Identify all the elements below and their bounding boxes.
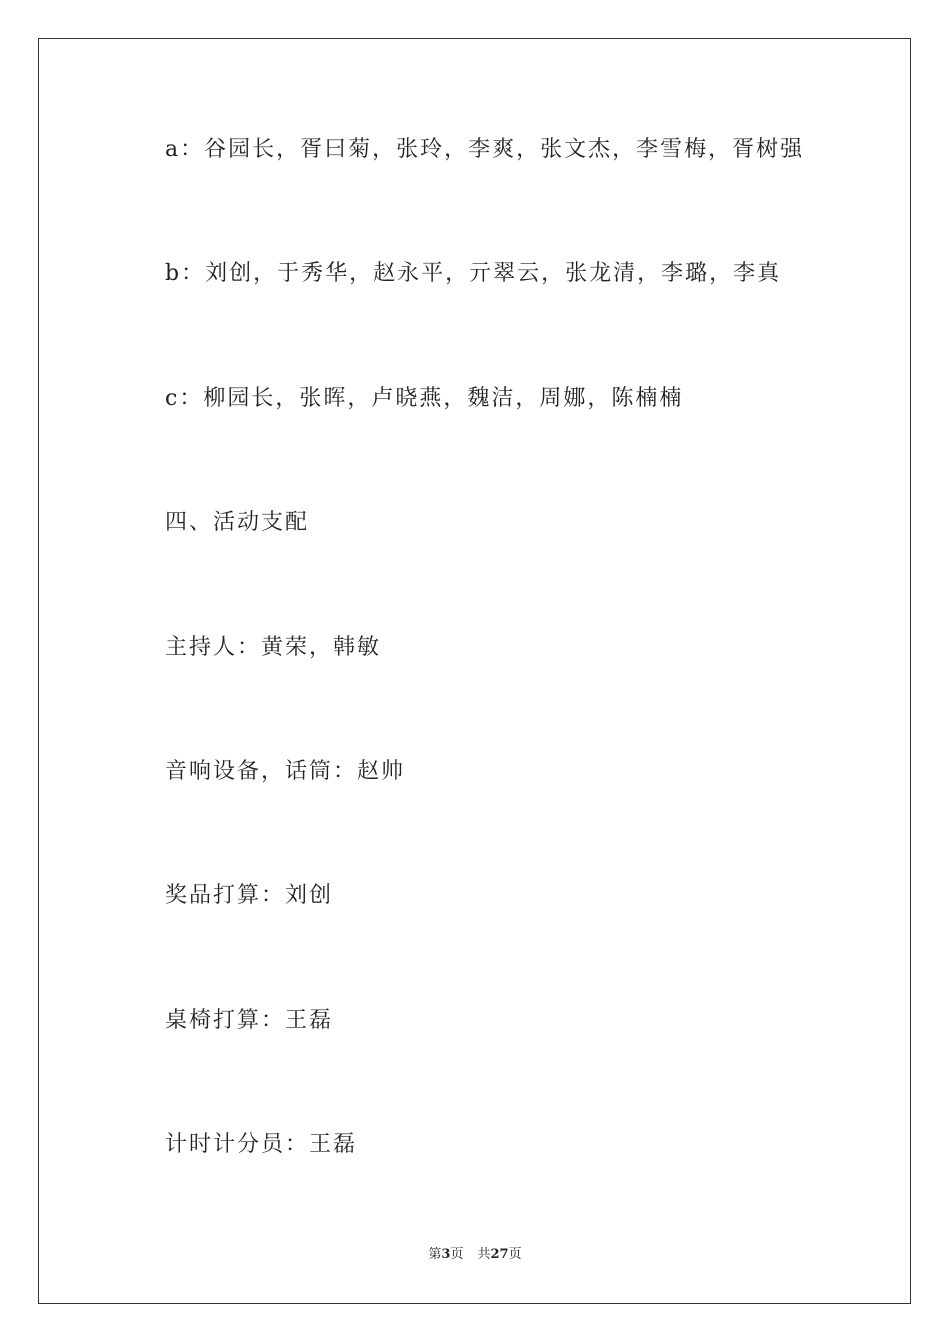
prize-line: 奖品打算：刘创 xyxy=(165,883,334,908)
group-a-members: a：谷园长，胥曰菊，张玲，李爽，张文杰，李雪梅，胥树强 xyxy=(165,137,805,162)
group-b-members: b：刘创，于秀华，赵永平，亓翠云，张龙清，李璐，李真 xyxy=(165,261,782,286)
page-number: 3 xyxy=(441,1247,451,1262)
page-border xyxy=(38,38,911,1304)
furniture-line: 桌椅打算：王磊 xyxy=(165,1008,334,1033)
page-prefix: 第 xyxy=(428,1247,442,1262)
page-footer xyxy=(0,1246,950,1264)
total-prefix: 共 xyxy=(477,1247,491,1262)
total-pages: 27 xyxy=(490,1247,509,1262)
total-suffix: 页 xyxy=(508,1247,522,1262)
timekeeper-line: 计时计分员：王磊 xyxy=(165,1132,358,1157)
group-c-members: c：柳园长，张晖，卢晓燕，魏洁，周娜，陈楠楠 xyxy=(165,386,684,411)
section-heading: 四、活动支配 xyxy=(165,510,310,535)
audio-equipment-line: 音响设备，话筒：赵帅 xyxy=(165,759,406,784)
page-suffix: 页 xyxy=(450,1247,464,1262)
host-line: 主持人：黄荣，韩敏 xyxy=(165,635,382,660)
